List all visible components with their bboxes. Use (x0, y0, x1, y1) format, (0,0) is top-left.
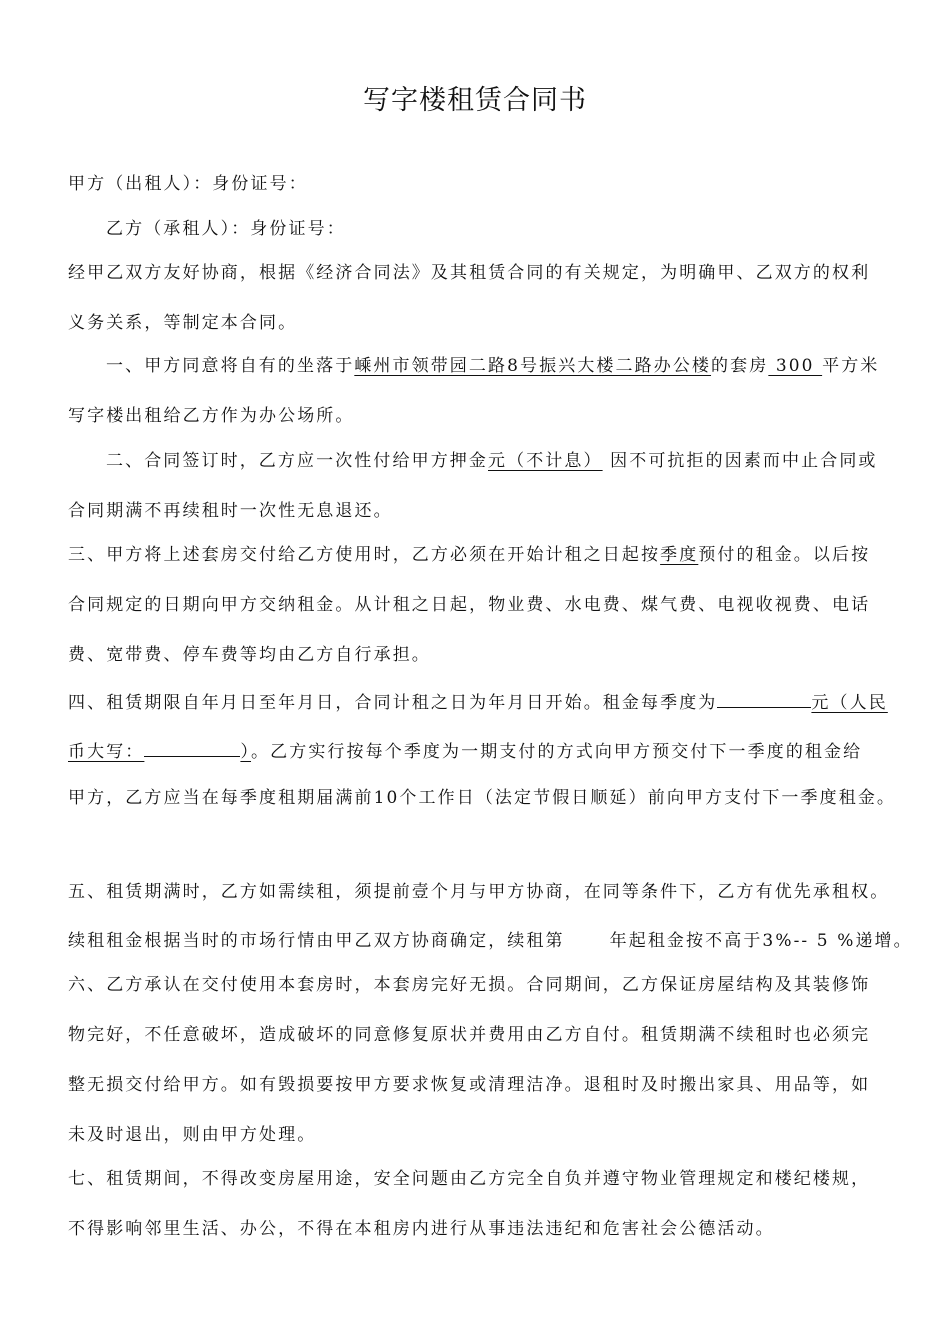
preamble-line-1: 经甲乙双方友好协商，根据《经济合同法》及其租赁合同的有关规定，为明确甲、乙双方的权利 (68, 263, 871, 283)
clause-3-text-post: 预付的租金。以后按 (698, 545, 871, 565)
rent-uppercase-blank (144, 736, 240, 757)
clause-4-text-post: 。乙方实行按每个季度为一期支付的方式向甲方预交付下一季度的租金给 (251, 742, 863, 762)
document-title: 写字楼租赁合同书 (363, 85, 587, 116)
clause-3-line-3: 费、宽带费、停车费等均由乙方自行承担。 (68, 645, 431, 665)
rent-amount-blank (717, 687, 811, 708)
party-b-line: 乙方（承租人）：身份证号： (106, 219, 346, 239)
clause-3-line-1 (68, 543, 870, 567)
clause-4-line-3: 甲方，乙方应当在每季度租期届满前10个工作日（法定节假日顺延）前向甲方支付下一季度租金。 (68, 788, 897, 808)
clause-2-text-post: 因不可抗拒的因素而中止合同或 (602, 451, 878, 471)
clause-5-line-1: 五、租赁期满时，乙方如需续租，须提前壹个月与甲方协商，在同等条件下，乙方有优先承租权。 (68, 882, 890, 902)
payment-period: 季度 (660, 545, 699, 565)
clause-6-line-4: 未及时退出，则由甲方处理。 (68, 1125, 317, 1145)
party-a-line: 甲方（出租人）：身份证号： (68, 174, 308, 194)
clause-1-line-2: 写字楼出租给乙方作为办公场所。 (68, 406, 355, 426)
clause-1-line-1 (106, 354, 879, 378)
clause-5-line-2: 续租租金根据当时的市场行情由甲乙双方协商确定，续租第 年起租金按不高于3%-- 5 %递增。 (68, 931, 913, 951)
rent-uppercase-label: 币大写： (68, 742, 145, 762)
clause-4-line-1 (68, 687, 888, 715)
clause-2-line-2: 合同期满不再续租时一次性无息退还。 (68, 501, 393, 521)
clause-7-line-2: 不得影响邻里生活、办公，不得在本租房内进行从事违法违纪和危害社会公德活动。 (68, 1219, 775, 1239)
clause-3-line-2: 合同规定的日期向甲方交纳租金。从计租之日起，物业费、水电费、煤气费、电视收视费、电话 (68, 595, 871, 615)
clause-3-text: 三、甲方将上述套房交付给乙方使用时，乙方必须在开始计租之日起按 (68, 545, 661, 565)
clause-2-line-1 (106, 449, 878, 473)
rent-uppercase-close: ） (240, 742, 252, 762)
clause-1-text-mid: 的套房 (711, 356, 769, 376)
clause-7-line-1: 七、租赁期间，不得改变房屋用途，安全问题由乙方完全自负并遵守物业管理规定和楼纪楼规， (68, 1169, 871, 1189)
preamble-line-2: 义务关系，等制定本合同。 (68, 313, 298, 333)
clause-1-text: 一、甲方同意将自有的坐落于 (106, 356, 355, 376)
deposit-amount: 元（不计息） (488, 451, 603, 471)
property-area: 300 (768, 356, 823, 376)
clause-4-text: 四、租赁期限自年月日至年月日，合同计租之日为年月日开始。租金每季度为 (68, 693, 718, 713)
clause-6-line-3: 整无损交付给甲方。如有毁损要按甲方要求恢复或清理洁净。退租时及时搬出家具、用品等，如 (68, 1075, 871, 1095)
clause-2-text: 二、合同签订时，乙方应一次性付给甲方押金 (106, 451, 488, 471)
clause-6-line-2: 物完好，不任意破坏，造成破坏的同意修复原状并费用由乙方自付。租赁期满不续租时也必须完 (68, 1025, 871, 1045)
clause-4-line-2 (68, 736, 862, 764)
clause-1-unit: 平方米 (822, 356, 880, 376)
property-address: 嵊州市领带园二路8号振兴大楼二路办公楼 (354, 356, 712, 376)
clause-6-line-1: 六、乙方承认在交付使用本套房时，本套房完好无损。合同期间，乙方保证房屋结构及其装修饰 (68, 975, 871, 995)
rent-currency: 元（人民 (811, 693, 888, 713)
